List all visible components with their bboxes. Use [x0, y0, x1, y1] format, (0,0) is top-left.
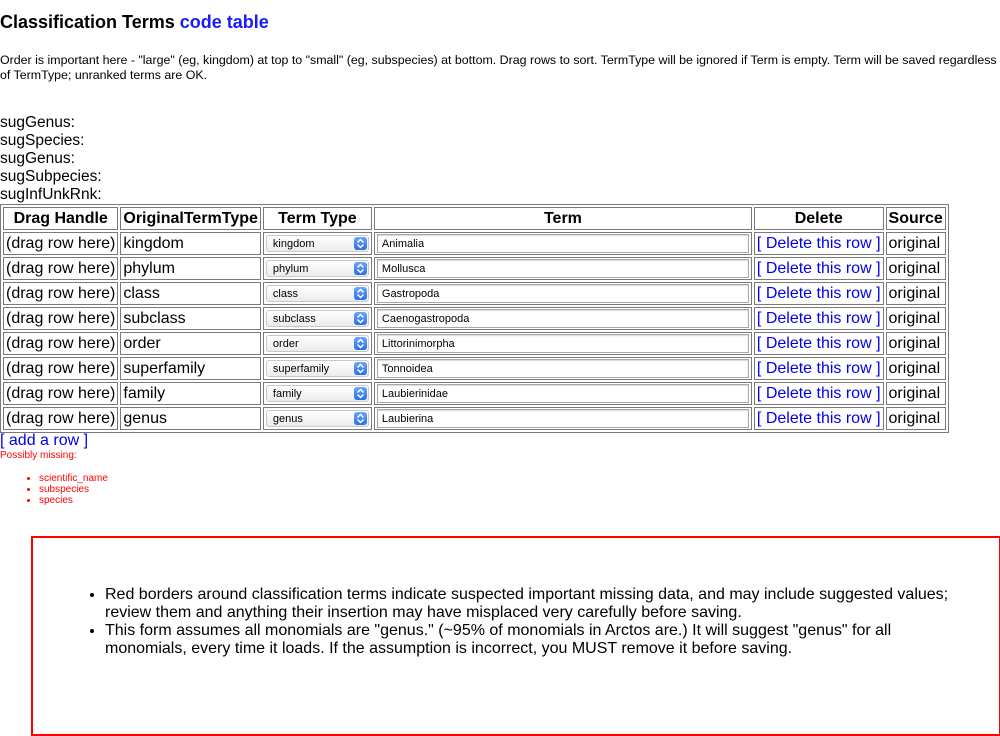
code-table-link[interactable]: code table [179, 12, 269, 32]
select-arrows-icon [354, 387, 367, 400]
delete-row-link[interactable]: [ Delete this row ] [756, 409, 881, 427]
table-row [3, 407, 946, 430]
source-cell: original [886, 282, 946, 305]
term-type-select[interactable] [266, 285, 369, 302]
drag-handle[interactable]: (drag row here) [3, 407, 118, 430]
delete-cell [754, 307, 884, 330]
delete-row-link[interactable]: [ Delete this row ] [756, 309, 881, 327]
drag-handle[interactable]: (drag row here) [3, 307, 118, 330]
suggestion-label: sugSpecies: [0, 132, 85, 149]
drag-handle[interactable]: (drag row here) [3, 282, 118, 305]
note-item: • Red borders around classification terms indicate suspected important missing data, and may include suggested values; review them and anything their insertion may have misplaced very carefully before saving. [105, 586, 999, 622]
original-term-type: family [120, 382, 261, 405]
header-original-term-type: OriginalTermType [120, 207, 261, 230]
notes-box [31, 536, 1000, 736]
table-row [3, 307, 946, 330]
term-type-cell [263, 232, 372, 255]
page-title-text: Classification Terms [0, 12, 175, 32]
page-title [0, 12, 269, 33]
term-type-select[interactable] [266, 260, 369, 277]
original-term-type: phylum [120, 257, 261, 280]
instructions: Order is important here - "large" (eg, kingdom) at top to "small" (eg, subspecies) at bottom. Drag rows to sort. TermType will be ignored if Term is empty. Term will be saved regardless of TermType; unranked terms are OK. [0, 53, 997, 82]
delete-row-link[interactable]: [ Delete this row ] [756, 284, 881, 302]
suggestion-list [0, 114, 102, 204]
term-type-cell [263, 282, 372, 305]
delete-row-link[interactable]: [ Delete this row ] [756, 259, 881, 277]
term-cell [374, 307, 752, 330]
classification-table [0, 204, 949, 433]
term-type-value: class [272, 287, 298, 300]
original-term-type: class [120, 282, 261, 305]
term-input[interactable]: Mollusca [377, 259, 749, 278]
header-delete: Delete [754, 207, 884, 230]
header-term: Term [374, 207, 752, 230]
delete-row-link[interactable]: [ Delete this row ] [756, 384, 881, 402]
term-type-value: genus [272, 412, 303, 425]
suggestion-label: sugGenus: [0, 114, 75, 131]
term-type-select[interactable] [266, 310, 369, 327]
missing-item: • subspecies [39, 484, 108, 495]
drag-handle[interactable]: (drag row here) [3, 382, 118, 405]
header-source: Source [886, 207, 946, 230]
suggestion-label: sugInfUnkRnk: [0, 186, 102, 203]
term-type-select[interactable] [266, 335, 369, 352]
term-input[interactable]: Animalia [377, 234, 749, 253]
original-term-type: order [120, 332, 261, 355]
table-header-row [3, 207, 946, 230]
source-cell: original [886, 232, 946, 255]
delete-cell [754, 332, 884, 355]
delete-row-link[interactable]: [ Delete this row ] [756, 234, 881, 252]
term-type-cell [263, 382, 372, 405]
missing-item: • scientific_name [39, 473, 108, 484]
term-cell [374, 232, 752, 255]
original-term-type: superfamily [120, 357, 261, 380]
term-input[interactable]: Laubierinidae [377, 384, 749, 403]
source-cell: original [886, 257, 946, 280]
drag-handle[interactable]: (drag row here) [3, 332, 118, 355]
source-cell: original [886, 407, 946, 430]
select-arrows-icon [354, 237, 367, 250]
term-type-select[interactable] [266, 235, 369, 252]
possibly-missing-label: Possibly missing: [0, 450, 77, 461]
drag-handle[interactable]: (drag row here) [3, 257, 118, 280]
notes-list [33, 586, 999, 658]
original-term-type: genus [120, 407, 261, 430]
select-arrows-icon [354, 262, 367, 275]
delete-cell [754, 232, 884, 255]
original-term-type: subclass [120, 307, 261, 330]
select-arrows-icon [354, 287, 367, 300]
note-item: • This form assumes all monomials are "genus." (~95% of monomials in Arctos are.) It will suggest "genus" for all monomials, every time it loads. If the assumption is incorrect, you MUST remove it before saving. [105, 622, 999, 658]
table-row [3, 332, 946, 355]
delete-cell [754, 382, 884, 405]
term-type-cell [263, 332, 372, 355]
term-input[interactable]: Littorinimorpha [377, 334, 749, 353]
term-cell [374, 282, 752, 305]
term-type-cell [263, 257, 372, 280]
table-row [3, 357, 946, 380]
term-type-value: phylum [272, 262, 309, 275]
term-type-value: subclass [272, 312, 316, 325]
term-type-value: order [272, 337, 299, 350]
term-type-cell [263, 407, 372, 430]
delete-cell [754, 282, 884, 305]
select-arrows-icon [354, 312, 367, 325]
table-row [3, 282, 946, 305]
drag-handle[interactable]: (drag row here) [3, 357, 118, 380]
term-type-value: kingdom [272, 237, 315, 250]
term-type-value: superfamily [272, 362, 330, 375]
term-input[interactable]: Gastropoda [377, 284, 749, 303]
suggestion-label: sugSubpecies: [0, 168, 102, 185]
add-row-link[interactable]: [ add a row ] [0, 432, 89, 449]
select-arrows-icon [354, 337, 367, 350]
term-input[interactable]: Tonnoidea [377, 359, 749, 378]
missing-item: • species [39, 495, 108, 506]
term-type-cell [263, 307, 372, 330]
original-term-type: kingdom [120, 232, 261, 255]
table-row [3, 232, 946, 255]
term-input[interactable]: Caenogastropoda [377, 309, 749, 328]
table-row [3, 257, 946, 280]
header-term-type: Term Type [263, 207, 372, 230]
source-cell: original [886, 357, 946, 380]
term-type-value: family [272, 387, 302, 400]
term-cell [374, 257, 752, 280]
source-cell: original [886, 382, 946, 405]
select-arrows-icon [354, 362, 367, 375]
missing-list [0, 473, 108, 506]
term-cell [374, 332, 752, 355]
term-type-select[interactable] [266, 410, 369, 427]
term-cell [374, 407, 752, 430]
select-arrows-icon [354, 412, 367, 425]
term-type-select[interactable] [266, 360, 369, 377]
delete-row-link[interactable]: [ Delete this row ] [756, 334, 881, 352]
term-cell [374, 357, 752, 380]
drag-handle[interactable]: (drag row here) [3, 232, 118, 255]
term-input[interactable]: Laubierina [377, 409, 749, 428]
delete-cell [754, 257, 884, 280]
header-drag-handle: Drag Handle [3, 207, 118, 230]
term-type-cell [263, 357, 372, 380]
term-cell [374, 382, 752, 405]
delete-row-link[interactable]: [ Delete this row ] [756, 359, 881, 377]
delete-cell [754, 407, 884, 430]
delete-cell [754, 357, 884, 380]
source-cell: original [886, 332, 946, 355]
possibly-missing [0, 450, 108, 506]
suggestion-label: sugGenus: [0, 150, 75, 167]
table-row [3, 382, 946, 405]
term-type-select[interactable] [266, 385, 369, 402]
source-cell: original [886, 307, 946, 330]
